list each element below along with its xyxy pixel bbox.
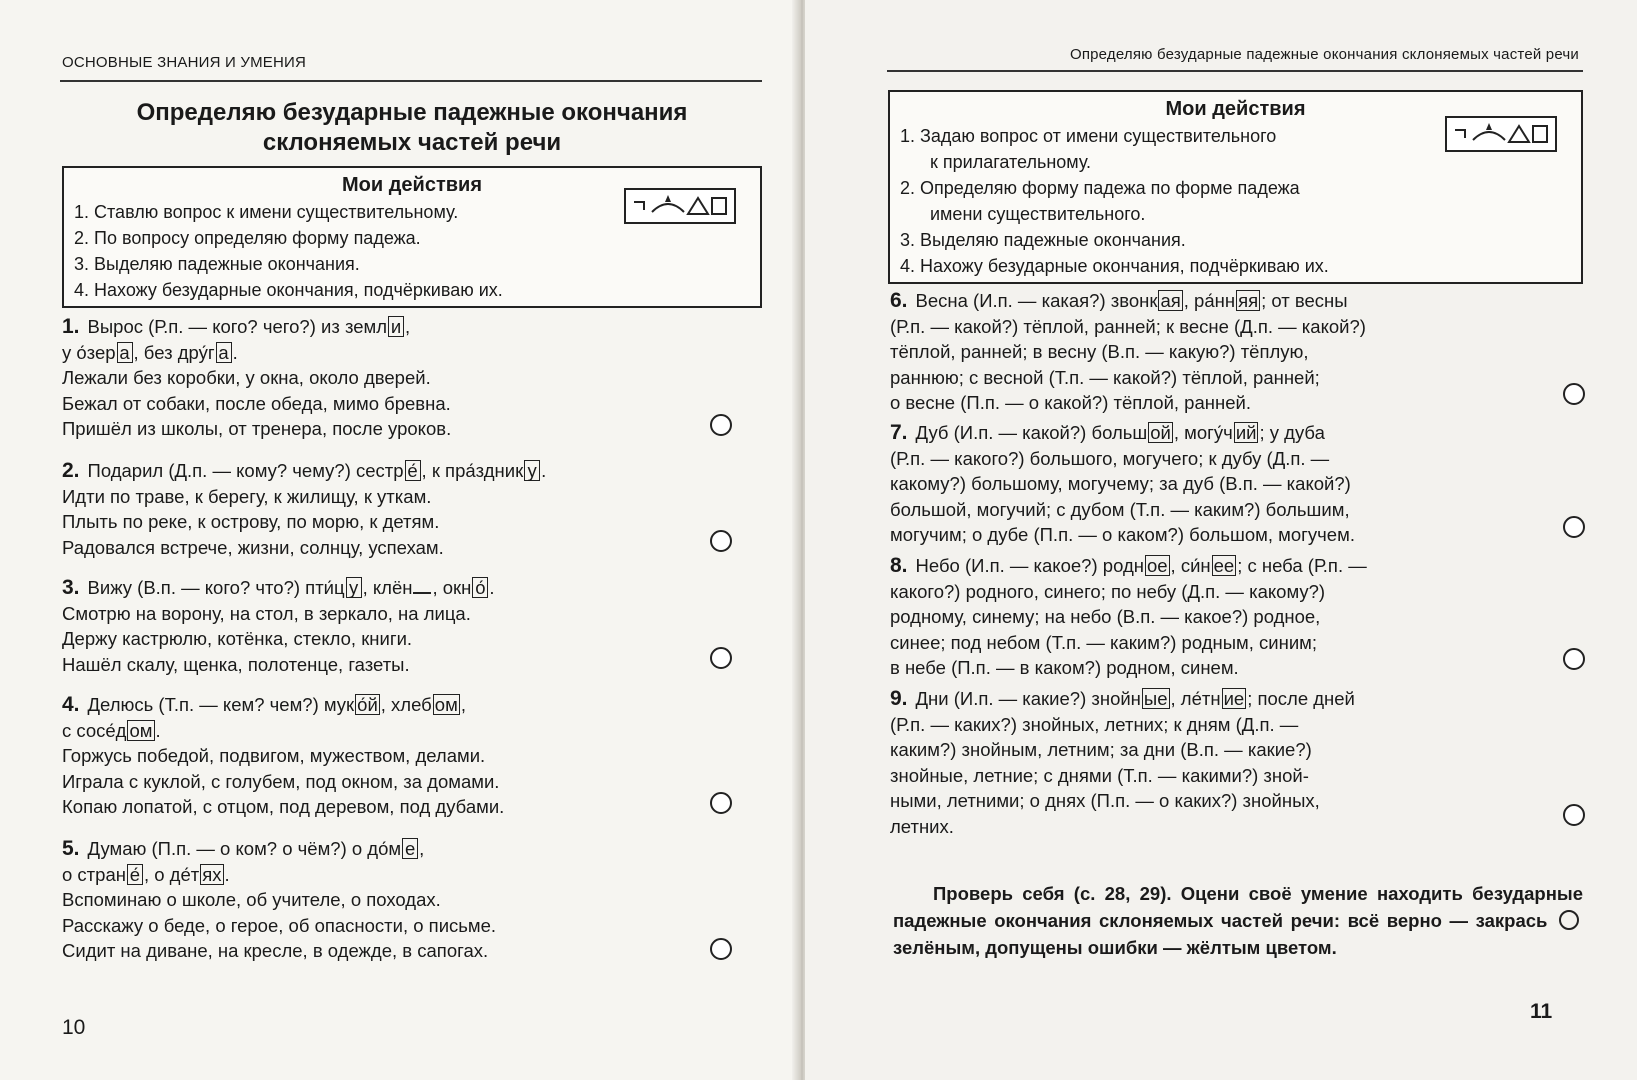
- task-text: Вижу (В.п. — кого? что?) пти́ц: [87, 577, 345, 598]
- task-line: Держу кастрюлю, котёнка, стекло, книги.: [62, 628, 413, 649]
- task-line: (Р.п. — какого?) большого, могучего; к дубу (Д.п. —: [890, 447, 1330, 469]
- task-text: ; у дуба: [1259, 422, 1325, 443]
- task-line: Играла с куклой, с голубем, под окном, за домами.: [62, 770, 500, 792]
- self-check-circle[interactable]: [1563, 516, 1585, 538]
- task-text: , окн: [432, 577, 472, 598]
- task-line: синее; под небом (Т.п. — каким?) родным, синим;: [890, 631, 1318, 653]
- task-number: 5.: [62, 837, 80, 860]
- task-9: [890, 686, 1355, 839]
- task-line: (Р.п. — какой?) тёплой, ранней; к весне (Д.п. — какой?): [890, 315, 1366, 337]
- task-text: , ра́нн: [1183, 290, 1236, 311]
- morpheme-schema-icon: [624, 188, 736, 224]
- task-text: .: [232, 341, 238, 363]
- task-text: .: [155, 719, 161, 741]
- task-number: 3.: [62, 576, 80, 599]
- ending-box: ее: [1213, 555, 1235, 576]
- task-text: ,: [419, 838, 425, 859]
- my-actions-box: [62, 166, 762, 308]
- action-item: 4. Нахожу безударные окончания, подчёркиваю их.: [74, 280, 503, 300]
- task-line: летних.: [890, 815, 954, 837]
- self-check-circle[interactable]: [1563, 648, 1585, 670]
- task-text: , си́н: [1170, 555, 1211, 576]
- ending-box: ий: [1235, 422, 1257, 443]
- task-text: ,: [460, 694, 466, 715]
- task-line: Плыть по реке, к острову, по морю, к детям.: [62, 511, 440, 532]
- task-text: Небо (И.п. — какое?) родн: [915, 555, 1144, 576]
- task-line: (Р.п. — каких?) знойных, летних; к дням (Д.п. —: [890, 713, 1299, 735]
- self-check-circle[interactable]: [710, 792, 732, 814]
- ending-box: яя: [1238, 290, 1259, 311]
- title-line: склоняемых частей речи: [262, 129, 562, 156]
- right-page: [805, 0, 1637, 1080]
- task-2: [62, 458, 546, 560]
- title-line: Определяю безударные падежные окончания: [136, 99, 688, 126]
- action-item: 1. Ставлю вопрос к имени существительному.: [74, 202, 459, 222]
- ending-box: ой: [1150, 422, 1171, 443]
- color-circle-icon: [1559, 910, 1579, 930]
- task-text: , могу́ч: [1173, 422, 1233, 443]
- ending-box: ые: [1143, 688, 1168, 709]
- action-item: 4. Нахожу безударные окончания, подчёркиваю их.: [900, 256, 1329, 276]
- ending-box: у: [524, 460, 540, 481]
- task-text: с сосе́д: [62, 719, 127, 741]
- task-line: Копаю лопатой, с отцом, под деревом, под дубами.: [62, 796, 505, 817]
- task-text: ; от весны: [1261, 290, 1348, 311]
- task-3: [62, 575, 495, 677]
- action-text: 1. Задаю вопрос от имени существительного: [900, 126, 1277, 146]
- self-check-circle[interactable]: [710, 414, 732, 436]
- task-text: , клён: [362, 577, 413, 598]
- task-text: Вырос (Р.п. — кого? чего?) из земл: [87, 316, 388, 337]
- actions-title: Мои действия: [1165, 98, 1306, 120]
- ending-box: и: [388, 316, 404, 337]
- task-text: .: [541, 460, 547, 481]
- page-title: [62, 98, 762, 158]
- task-line: Пришёл из школы, от тренера, после уроков.: [62, 418, 452, 439]
- task-text: о стран: [62, 863, 126, 885]
- my-actions-box: [888, 90, 1583, 284]
- self-check-instructions: [893, 880, 1583, 961]
- task-line: Лежали без коробки, у окна, около дверей.: [62, 367, 431, 388]
- task-text: Думаю (П.п. — о ком? о чём?) о до́м: [87, 838, 402, 859]
- task-line: Расскажу о беде, о герое, об опасности, о письме.: [62, 914, 497, 936]
- task-line: Идти по траве, к берегу, к жилищу, к уткам.: [62, 485, 432, 507]
- task-number: 2.: [62, 459, 80, 482]
- self-check-circle[interactable]: [1563, 383, 1585, 405]
- self-check-circle[interactable]: [710, 647, 732, 669]
- task-text: Дни (И.п. — какие?) знойн: [915, 688, 1141, 709]
- task-7: [890, 420, 1355, 548]
- task-6: [890, 288, 1366, 416]
- ending-box: а: [216, 342, 232, 363]
- task-line: Вспоминаю о школе, об учителе, о походах.: [62, 889, 441, 910]
- self-check-circle[interactable]: [710, 938, 732, 960]
- task-1: [62, 314, 451, 442]
- task-line: ными, летними; о днях (П.п. — о каких?) знойных,: [890, 790, 1320, 811]
- task-number: 7.: [890, 421, 908, 444]
- task-text: ; после дней: [1247, 688, 1355, 709]
- ending-box: ях: [202, 863, 222, 885]
- ending-box: а: [117, 342, 133, 363]
- action-item: 3. Выделяю падежные окончания.: [900, 230, 1186, 250]
- left-page: [0, 0, 800, 1080]
- task-8: [890, 553, 1367, 681]
- ending-box: о́: [472, 577, 488, 598]
- ending-box: ом: [434, 694, 458, 715]
- action-item: 3. Выделяю падежные окончания.: [74, 254, 360, 274]
- action-item: 2. По вопросу определяю форму падежа.: [74, 228, 421, 248]
- header-rule: [887, 70, 1583, 72]
- task-line: Смотрю на ворону, на стол, в зеркало, на лица.: [62, 602, 471, 624]
- task-line: Горжусь победой, подвигом, мужеством, делами.: [62, 745, 486, 766]
- ending-box: [413, 592, 431, 594]
- task-line: какому?) большому, могучему; за дуб (В.п. — какой?): [890, 473, 1351, 494]
- ending-box: ая: [1160, 290, 1181, 311]
- ending-box: у: [346, 577, 362, 598]
- page-number: 10: [62, 1016, 86, 1039]
- task-number: 6.: [890, 289, 908, 312]
- running-head: ОСНОВНЫЕ ЗНАНИЯ И УМЕНИЯ: [62, 54, 307, 71]
- task-number: 4.: [62, 693, 80, 716]
- task-text: ; с неба (Р.п. —: [1237, 555, 1367, 576]
- task-line: знойные, летние; с днями (Т.п. — какими?) зной-: [890, 764, 1309, 786]
- task-line: большой, могучий; с дубом (Т.п. — каким?) большим,: [890, 498, 1350, 520]
- header-rule: [60, 80, 762, 82]
- task-line: родному, синему; на небо (В.п. — какое?) родное,: [890, 606, 1321, 627]
- task-line: раннюю; с весной (Т.п. — какой?) тёплой, ранней;: [890, 366, 1320, 388]
- running-head: Определяю безударные падежные окончания склоняемых частей речи: [1069, 46, 1579, 63]
- ending-box: о́й: [357, 694, 378, 715]
- task-line: какого?) родного, синего; по небу (Д.п. — какому?): [890, 580, 1326, 602]
- task-text: , без дру́г: [133, 341, 215, 363]
- action-text: к прилагательному.: [930, 152, 1092, 172]
- task-text: , хлеб: [380, 694, 432, 715]
- action-item: [900, 175, 1581, 227]
- task-text: Весна (И.п. — какая?) звонк: [915, 290, 1158, 311]
- task-text: Дуб (И.п. — какой?) больш: [915, 422, 1148, 443]
- task-text: .: [224, 863, 230, 885]
- action-text: 2. Определяю форму падежа по форме падежа: [900, 178, 1300, 198]
- task-line: о весне (П.п. — о какой?) тёплой, ранней.: [890, 392, 1251, 413]
- task-text: , ле́тн: [1170, 688, 1221, 709]
- task-text: ,: [405, 316, 411, 337]
- ending-box: е́: [405, 460, 421, 481]
- ending-box: ое: [1146, 555, 1168, 576]
- task-number: 1.: [62, 315, 80, 338]
- ending-box: ие: [1223, 688, 1245, 709]
- task-number: 9.: [890, 687, 908, 710]
- ending-box: е: [402, 838, 418, 859]
- task-text: , к пра́здник: [421, 460, 524, 481]
- task-line: могучим; о дубе (П.п. — о каком?) большом, могучем.: [890, 524, 1355, 545]
- task-line: Радовался встрече, жизни, солнцу, успехам.: [62, 536, 444, 558]
- self-check-circle[interactable]: [1563, 804, 1585, 826]
- task-text: Подарил (Д.п. — кому? чему?) сестр: [87, 460, 404, 481]
- task-5: [62, 836, 496, 964]
- task-number: 8.: [890, 554, 908, 577]
- task-4: [62, 692, 504, 820]
- ending-box: е́: [127, 864, 143, 885]
- task-line: Сидит на диване, на кресле, в одежде, в сапогах.: [62, 940, 489, 961]
- task-line: в небе (П.п. — в каком?) родном, синем.: [890, 657, 1239, 678]
- task-text: у о́зер: [62, 341, 116, 363]
- actions-title: Мои действия: [341, 174, 483, 196]
- self-check-circle[interactable]: [710, 530, 732, 552]
- task-line: каким?) знойным, летним; за дни (В.п. — какие?): [890, 739, 1312, 760]
- check-text: Проверь себя (с. 28, 29). Оцени своё умение находить безударные падежные окончания склоняемых частей речи: всё верно — закрась: [893, 883, 1583, 931]
- morpheme-schema-icon: [1445, 116, 1557, 152]
- task-line: Бежал от собаки, после обеда, мимо бревна.: [62, 392, 451, 414]
- check-text: зелёным, допущены ошибки — жёлтым цветом.: [893, 937, 1337, 958]
- task-line: тёплой, ранней; в весну (В.п. — какую?) тёплую,: [890, 341, 1309, 362]
- page-number: 11: [1530, 1000, 1553, 1023]
- task-text: .: [489, 577, 495, 598]
- action-text: имени существительного.: [930, 204, 1146, 224]
- ending-box: ом: [129, 719, 153, 741]
- task-text: Делюсь (Т.п. — кем? чем?) мук: [87, 694, 355, 715]
- task-line: Нашёл скалу, щенка, полотенце, газеты.: [62, 653, 410, 675]
- task-text: , о де́т: [143, 863, 200, 885]
